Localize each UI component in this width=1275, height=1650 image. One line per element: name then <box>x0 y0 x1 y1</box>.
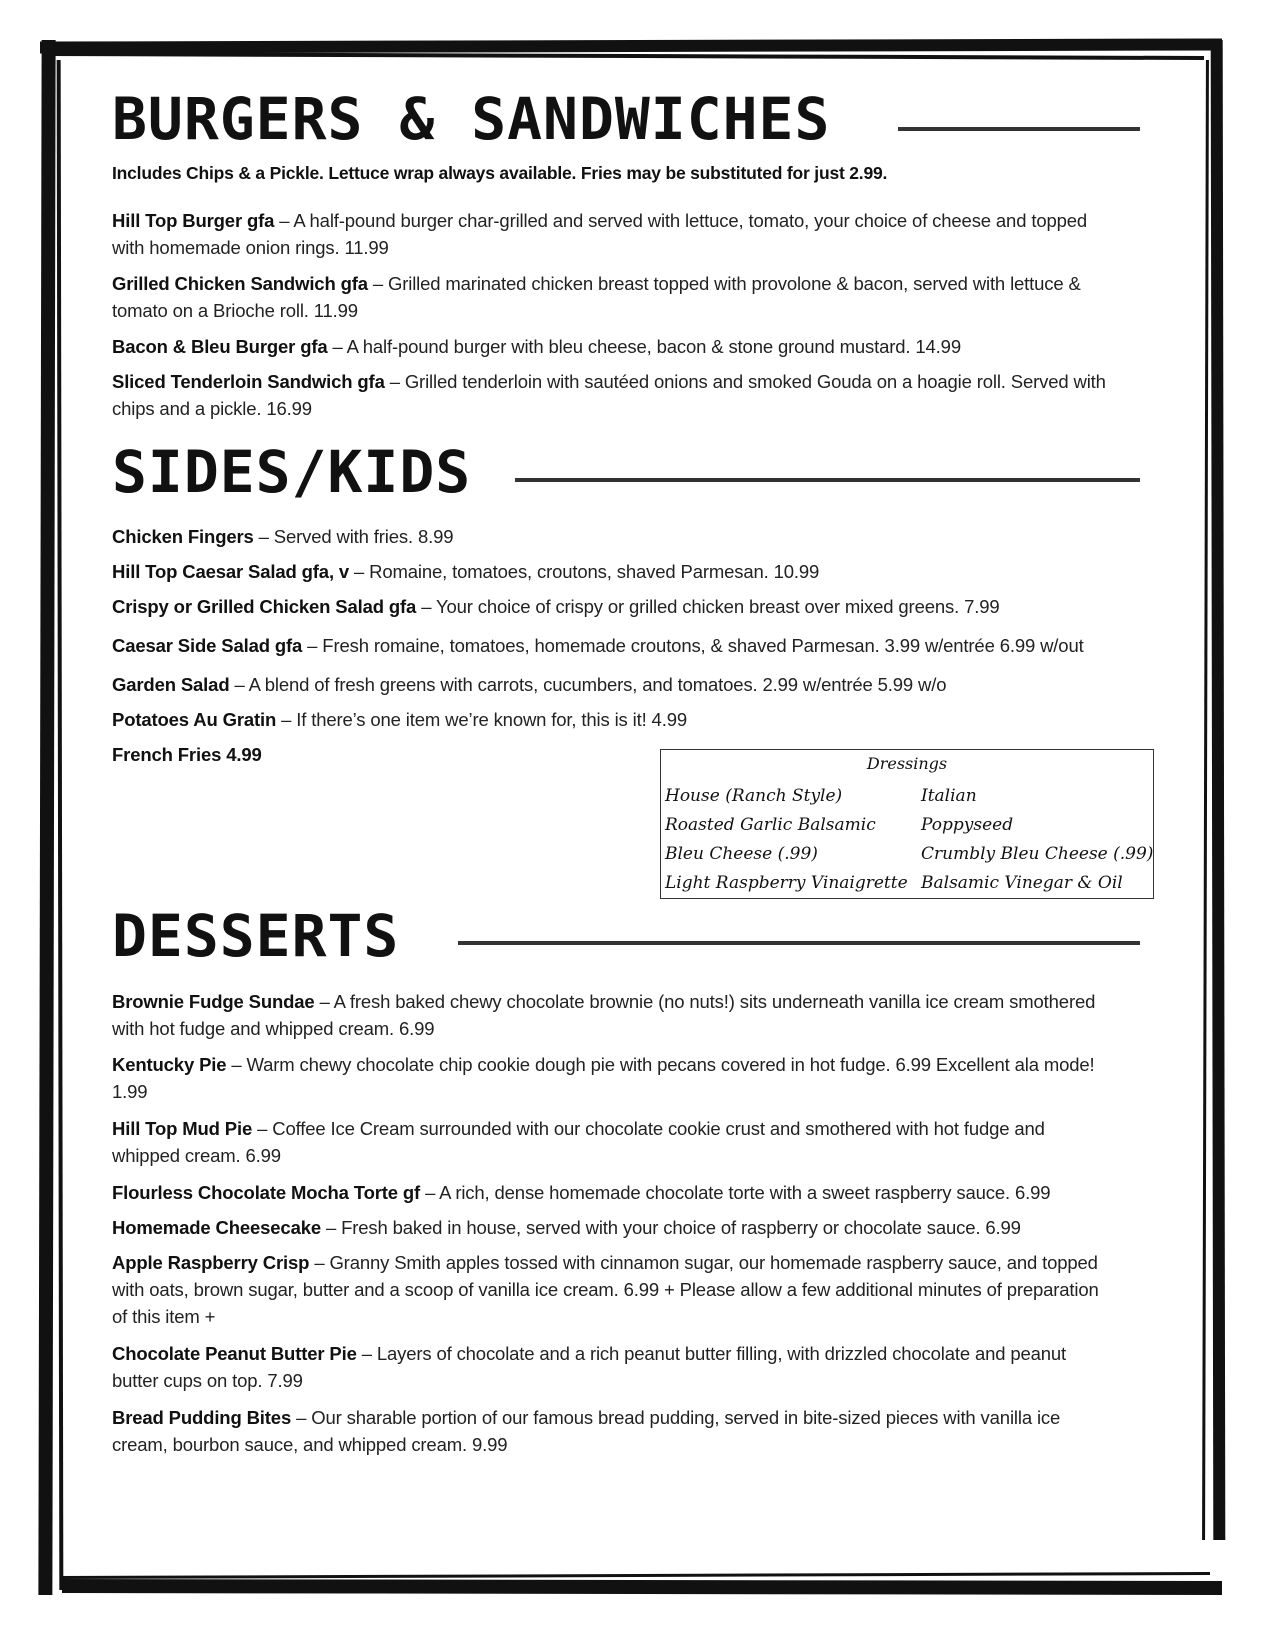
item-description: – Warm chewy chocolate chip cookie dough pie with pecans covered in hot fudge. 6.99 Excellent ala mode! 1.99 <box>112 1054 1095 1102</box>
item-name: Potatoes Au Gratin <box>112 709 277 730</box>
item-description: – A fresh baked chewy chocolate brownie (no nuts!) sits underneath vanilla ice cream smothered with hot fudge and whipped cream. 6.99 <box>112 991 1096 1039</box>
dressing-option: Roasted Garlic Balsamic <box>665 815 876 835</box>
sides-title-rule <box>515 478 1140 482</box>
dressings-box <box>660 749 1154 899</box>
frame-border-bottom-inner <box>60 1572 1210 1579</box>
item-name: Crispy or Grilled Chicken Salad gfa <box>112 596 417 617</box>
dressing-option: House (Ranch Style) <box>665 786 843 806</box>
item-description: – Fresh baked in house, served with your choice of raspberry or chocolate sauce. 6.99 <box>321 1217 1021 1238</box>
item-description: – A rich, dense homemade chocolate torte with a sweet raspberry sauce. 6.99 <box>420 1182 1051 1203</box>
item-name: Bacon & Bleu Burger gfa <box>112 336 328 357</box>
item-description: – Layers of chocolate and a rich peanut butter filling, with drizzled chocolate and peanut butter cups on top. 7.99 <box>112 1343 1067 1391</box>
item-description: – Grilled tenderloin with sautéed onions and smoked Gouda on a hoagie roll. Served with chips and a pickle. 16.99 <box>112 371 1106 419</box>
dressing-option: Bleu Cheese (.99) <box>665 844 818 864</box>
frame-border-right <box>1211 40 1226 1540</box>
item-name: Brownie Fudge Sundae <box>112 991 315 1012</box>
menu-item <box>112 1249 1112 1330</box>
dressing-option: Light Raspberry Vinaigrette <box>665 873 908 893</box>
menu-item <box>112 988 1112 1042</box>
sides-section-title: SIDES/KIDS <box>112 438 472 506</box>
menu-item <box>112 333 1112 360</box>
item-description: – Your choice of crispy or grilled chicken breast over mixed greens. 7.99 <box>416 596 1000 617</box>
menu-item <box>112 632 1152 659</box>
item-name: Hill Top Burger gfa <box>112 210 275 231</box>
item-description: – Romaine, tomatoes, croutons, shaved Parmesan. 10.99 <box>349 561 820 582</box>
item-name: Flourless Chocolate Mocha Torte gf <box>112 1182 421 1203</box>
menu-item <box>112 1340 1112 1394</box>
dressings-title: Dressings <box>866 754 948 773</box>
menu-item <box>112 1214 1112 1241</box>
frame-border-top-inner <box>44 52 1204 60</box>
item-description: – Fresh romaine, tomatoes, homemade croutons, & shaved Parmesan. 3.99 w/entrée 6.99 w/out <box>302 635 1084 656</box>
menu-item <box>112 1051 1112 1105</box>
item-description: – Our sharable portion of our famous bread pudding, served in bite-sized pieces with vanilla ice cream, bourbon sauce, and whipped cream. 9.99 <box>112 1407 1061 1455</box>
frame-border-top <box>40 38 1222 53</box>
menu-item <box>112 368 1112 422</box>
item-description: – Coffee Ice Cream surrounded with our chocolate cookie crust and smothered with hot fudge and whipped cream. 6.99 <box>112 1118 1045 1166</box>
frame-border-right-inner <box>1202 60 1209 1540</box>
frame-border-left <box>38 40 55 1595</box>
menu-item <box>112 593 1112 620</box>
item-description: – Served with fries. 8.99 <box>253 526 454 547</box>
dressing-option: Poppyseed <box>921 815 1014 835</box>
dressings-right-column <box>921 782 1153 898</box>
dressing-option: Balsamic Vinegar & Oil <box>921 873 1123 893</box>
item-description: – A blend of fresh greens with carrots, cucumbers, and tomatoes. 2.99 w/entrée 5.99 w/o <box>229 674 947 695</box>
item-description: – Grilled marinated chicken breast topped with provolone & bacon, served with lettuce & tomato on a Brioche roll. 11.99 <box>112 273 1081 321</box>
item-name: Chocolate Peanut Butter Pie <box>112 1343 357 1364</box>
menu-item <box>112 671 1112 698</box>
item-name: Kentucky Pie <box>112 1054 227 1075</box>
dressings-left-column <box>665 782 908 898</box>
item-description: – A half-pound burger with bleu cheese, bacon & stone ground mustard. 14.99 <box>327 336 961 357</box>
item-name: Apple Raspberry Crisp <box>112 1252 310 1273</box>
item-name: Sliced Tenderloin Sandwich gfa <box>112 371 385 392</box>
dressing-option: Crumbly Bleu Cheese (.99) <box>921 844 1154 864</box>
burgers-section-title: BURGERS & SANDWICHES <box>112 85 831 153</box>
burgers-subtitle: Includes Chips & a Pickle. Lettuce wrap always available. Fries may be substituted for just 2.99. <box>112 163 888 183</box>
desserts-section-title: DESSERTS <box>112 902 400 970</box>
item-name: Grilled Chicken Sandwich gfa <box>112 273 368 294</box>
item-name: Bread Pudding Bites <box>112 1407 292 1428</box>
burgers-title-rule <box>898 127 1140 131</box>
frame-border-left-inner <box>57 60 64 1590</box>
frame-border-bottom <box>62 1579 1222 1595</box>
item-name: Hill Top Caesar Salad gfa, v <box>112 561 350 582</box>
menu-item <box>112 270 1112 324</box>
item-name: Chicken Fingers <box>112 526 254 547</box>
menu-item <box>112 741 512 768</box>
item-name: French Fries 4.99 <box>112 744 262 765</box>
menu-item <box>112 523 1112 550</box>
menu-item <box>112 1179 1112 1206</box>
menu-item <box>112 1404 1112 1458</box>
menu-item <box>112 558 1112 585</box>
item-name: Homemade Cheesecake <box>112 1217 321 1238</box>
menu-item <box>112 706 1112 733</box>
item-name: Garden Salad <box>112 674 230 695</box>
desserts-title-rule <box>458 941 1140 945</box>
dressing-option: Italian <box>921 786 977 806</box>
item-name: Hill Top Mud Pie <box>112 1118 253 1139</box>
item-name: Caesar Side Salad gfa <box>112 635 303 656</box>
menu-item <box>112 207 1112 261</box>
item-description: – Granny Smith apples tossed with cinnamon sugar, our homemade raspberry sauce, and topped with oats, brown sugar, butter and a scoop of vanilla ice cream. 6.99 + Please allow a few additional minutes of preparation of this item + <box>112 1252 1099 1327</box>
item-description: – If there’s one item we’re known for, this is it! 4.99 <box>276 709 687 730</box>
item-description: – A half-pound burger char-grilled and served with lettuce, tomato, your choice of cheese and topped with homemade onion rings. 11.99 <box>112 210 1088 258</box>
menu-item <box>112 1115 1112 1169</box>
